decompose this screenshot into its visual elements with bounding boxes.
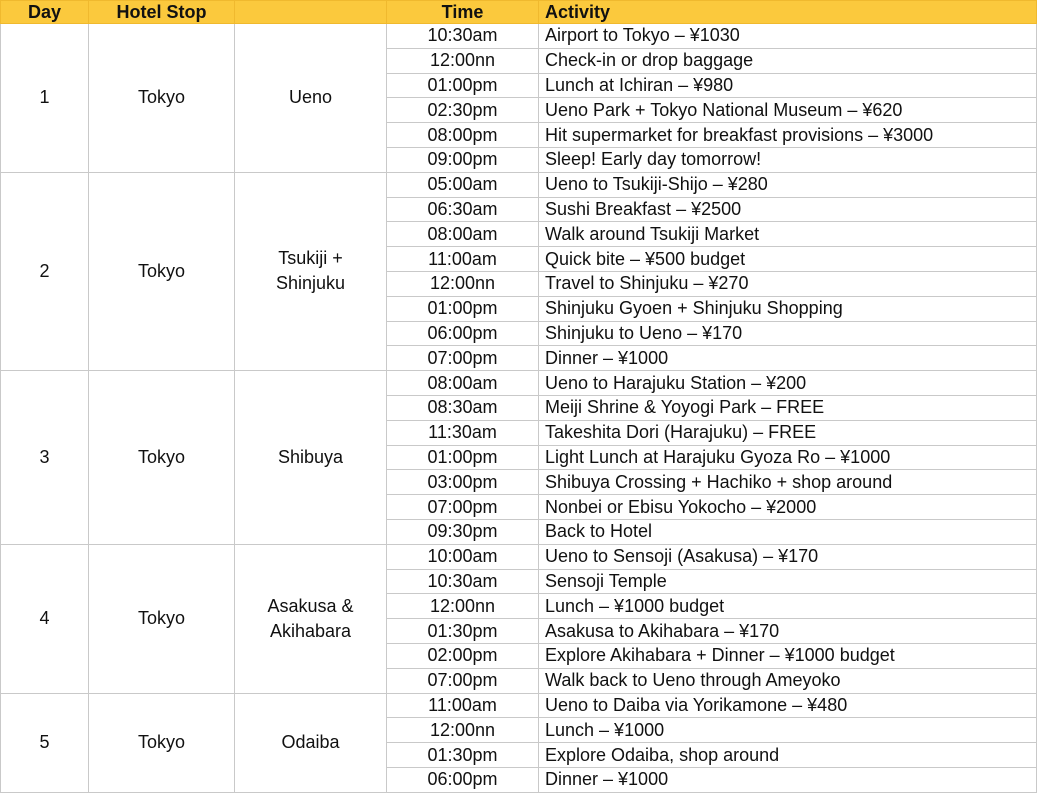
time-cell: 09:30pm <box>387 519 539 544</box>
day-number-cell: 5 <box>1 693 89 792</box>
activity-cell: Shinjuku Gyoen + Shinjuku Shopping <box>539 296 1037 321</box>
activity-cell: Lunch – ¥1000 budget <box>539 594 1037 619</box>
activity-cell: Explore Akihabara + Dinner – ¥1000 budget <box>539 643 1037 668</box>
time-cell: 06:00pm <box>387 321 539 346</box>
table-header <box>1 1 1037 24</box>
time-cell: 07:00pm <box>387 346 539 371</box>
time-cell: 06:00pm <box>387 767 539 792</box>
time-cell: 08:00am <box>387 222 539 247</box>
time-cell: 11:00am <box>387 693 539 718</box>
activity-cell: Ueno to Sensoji (Asakusa) – ¥170 <box>539 544 1037 569</box>
time-cell: 10:30am <box>387 569 539 594</box>
time-cell: 02:30pm <box>387 98 539 123</box>
activity-cell: Sleep! Early day tomorrow! <box>539 147 1037 172</box>
activity-cell: Light Lunch at Harajuku Gyoza Ro – ¥1000 <box>539 445 1037 470</box>
time-cell: 12:00nn <box>387 271 539 296</box>
activity-cell: Lunch at Ichiran – ¥980 <box>539 73 1037 98</box>
hotel-stop-cell: Tokyo <box>89 544 235 693</box>
day-number-cell: 2 <box>1 172 89 370</box>
activity-cell: Sensoji Temple <box>539 569 1037 594</box>
day-number-cell: 3 <box>1 371 89 545</box>
activity-cell: Ueno to Tsukiji-Shijo – ¥280 <box>539 172 1037 197</box>
hotel-stop-cell: Tokyo <box>89 693 235 792</box>
activity-cell: Explore Odaiba, shop around <box>539 743 1037 768</box>
activity-cell: Ueno Park + Tokyo National Museum – ¥620 <box>539 98 1037 123</box>
time-cell: 11:30am <box>387 420 539 445</box>
activity-cell: Takeshita Dori (Harajuku) – FREE <box>539 420 1037 445</box>
header-day: Day <box>1 1 89 24</box>
activity-cell: Shinjuku to Ueno – ¥170 <box>539 321 1037 346</box>
activity-cell: Hit supermarket for breakfast provisions – ¥3000 <box>539 123 1037 148</box>
table-body <box>1 24 1037 793</box>
activity-cell: Sushi Breakfast – ¥2500 <box>539 197 1037 222</box>
hotel-stop-cell: Tokyo <box>89 371 235 545</box>
time-cell: 01:00pm <box>387 445 539 470</box>
header-hotel-stop: Hotel Stop <box>89 1 235 24</box>
header-row <box>1 1 1037 24</box>
activity-cell: Walk around Tsukiji Market <box>539 222 1037 247</box>
activity-cell: Shibuya Crossing + Hachiko + shop around <box>539 470 1037 495</box>
activity-cell: Meiji Shrine & Yoyogi Park – FREE <box>539 395 1037 420</box>
area-cell: Odaiba <box>235 693 387 792</box>
activity-cell: Travel to Shinjuku – ¥270 <box>539 271 1037 296</box>
header-area <box>235 1 387 24</box>
header-time: Time <box>387 1 539 24</box>
time-cell: 08:00am <box>387 371 539 396</box>
activity-cell: Ueno to Harajuku Station – ¥200 <box>539 371 1037 396</box>
day-number-cell: 1 <box>1 24 89 173</box>
time-cell: 02:00pm <box>387 643 539 668</box>
time-cell: 10:30am <box>387 24 539 49</box>
area-cell: Tsukiji + Shinjuku <box>235 172 387 370</box>
time-cell: 09:00pm <box>387 147 539 172</box>
time-cell: 01:00pm <box>387 73 539 98</box>
table-row <box>1 544 1037 569</box>
time-cell: 01:00pm <box>387 296 539 321</box>
time-cell: 01:30pm <box>387 743 539 768</box>
time-cell: 07:00pm <box>387 495 539 520</box>
time-cell: 01:30pm <box>387 619 539 644</box>
activity-cell: Asakusa to Akihabara – ¥170 <box>539 619 1037 644</box>
activity-cell: Back to Hotel <box>539 519 1037 544</box>
hotel-stop-cell: Tokyo <box>89 172 235 370</box>
area-cell: Shibuya <box>235 371 387 545</box>
activity-cell: Lunch – ¥1000 <box>539 718 1037 743</box>
time-cell: 12:00nn <box>387 48 539 73</box>
table-row <box>1 24 1037 49</box>
time-cell: 03:00pm <box>387 470 539 495</box>
time-cell: 12:00nn <box>387 718 539 743</box>
table-row <box>1 371 1037 396</box>
time-cell: 10:00am <box>387 544 539 569</box>
activity-cell: Ueno to Daiba via Yorikamone – ¥480 <box>539 693 1037 718</box>
time-cell: 08:00pm <box>387 123 539 148</box>
day-number-cell: 4 <box>1 544 89 693</box>
activity-cell: Airport to Tokyo – ¥1030 <box>539 24 1037 49</box>
time-cell: 07:00pm <box>387 668 539 693</box>
activity-cell: Walk back to Ueno through Ameyoko <box>539 668 1037 693</box>
time-cell: 06:30am <box>387 197 539 222</box>
header-activity: Activity <box>539 1 1037 24</box>
hotel-stop-cell: Tokyo <box>89 24 235 173</box>
time-cell: 05:00am <box>387 172 539 197</box>
time-cell: 11:00am <box>387 247 539 272</box>
time-cell: 08:30am <box>387 395 539 420</box>
activity-cell: Dinner – ¥1000 <box>539 346 1037 371</box>
table-row <box>1 693 1037 718</box>
time-cell: 12:00nn <box>387 594 539 619</box>
area-cell: Ueno <box>235 24 387 173</box>
area-cell: Asakusa & Akihabara <box>235 544 387 693</box>
table-row <box>1 172 1037 197</box>
activity-cell: Quick bite – ¥500 budget <box>539 247 1037 272</box>
activity-cell: Nonbei or Ebisu Yokocho – ¥2000 <box>539 495 1037 520</box>
activity-cell: Check-in or drop baggage <box>539 48 1037 73</box>
activity-cell: Dinner – ¥1000 <box>539 767 1037 792</box>
